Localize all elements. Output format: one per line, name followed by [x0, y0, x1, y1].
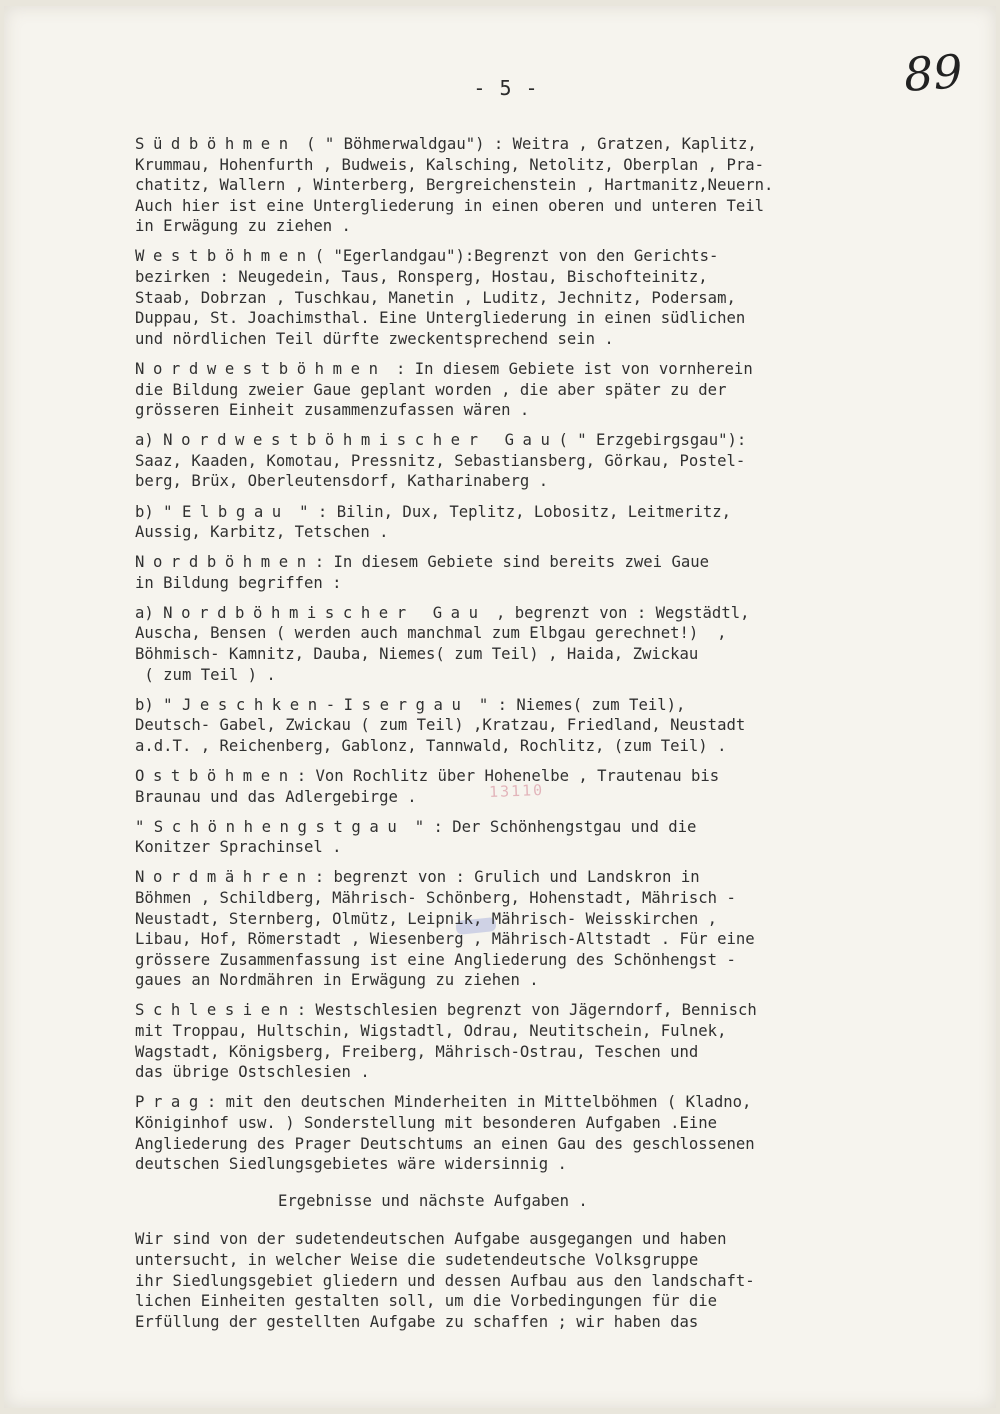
line-rest: ( " Erzgebirgsgau"): [558, 431, 747, 450]
region-name: Nordwestböhmen [135, 359, 387, 378]
region-name: Südböhmen [135, 135, 297, 153]
paragraph-ostboehmen [135, 766, 970, 807]
paragraph-schoenhengstgau [135, 817, 970, 858]
region-name: Nordböhmen [135, 553, 315, 572]
text-line [135, 766, 970, 787]
paragraph-prag [135, 1092, 970, 1174]
line-rest: , begrenzt von : Wegstädtl, [486, 603, 750, 622]
paragraph-nordmaehren [135, 867, 970, 991]
text-line: lichen Einheiten gestalten soll, um die Vorbedingungen für die [135, 1292, 718, 1311]
text-line [135, 430, 970, 451]
line-prefix: b) " [135, 695, 182, 714]
region-name: Nordböhmischer Gau [163, 603, 487, 622]
line-rest: : Von Rochlitz über Hohenelbe , Trautenau bis [296, 767, 720, 786]
text-line: Duppau, St. Joachimsthal. Eine Untergliederung in einen südlichen [135, 309, 746, 328]
paragraph-westboehmen [135, 246, 970, 349]
text-line [135, 359, 970, 380]
text-line: berg, Brüx, Oberleutensdorf, Katharinaberg . [135, 472, 549, 491]
text-line [135, 502, 970, 523]
text-line: in Erwägung zu ziehen . [135, 217, 351, 236]
region-name: Nordwestböhmischer Gau [163, 431, 559, 450]
text-line: Auch hier ist eine Untergliederung in einen oberen und unteren Teil [135, 196, 765, 215]
text-line: Konitzer Sprachinsel . [135, 838, 342, 857]
paragraph-suedboehmen [135, 134, 970, 237]
text-line: bezirken : Neugedein, Taus, Ronsperg, Hostau, Bischofteinitz, [135, 268, 708, 287]
text-line: Böhmen , Schildberg, Mährisch- Schönberg, Hohenstadt, Mährisch - [135, 889, 736, 907]
section-heading: Ergebnisse und nächste Aufgaben . [278, 1191, 588, 1210]
line-rest: ( " Böhmerwaldgau") : Weitra , Gratzen, Kaplitz, [296, 135, 757, 153]
page-number: - 5 - [473, 76, 539, 100]
line-rest: : In diesem Gebiete sind bereits zwei Gaue [314, 553, 709, 572]
line-prefix: b) " [135, 502, 182, 521]
region-name: Nordmähren [135, 868, 315, 887]
text-line: grössere Zusammenfassung ist eine Angliederung des Schönhengst - [135, 950, 736, 969]
text-line: gaues an Nordmähren in Erwägung zu ziehen . [135, 971, 539, 990]
text-line: Staab, Dobrzan , Tuschkau, Manetin , Luditz, Jechnitz, Podersam, [135, 288, 736, 307]
line-rest: " : Der Schönhengstgau und die [405, 817, 697, 836]
closing-paragraph [135, 1229, 970, 1332]
text-line: Krummau, Hohenfurth , Budweis, Kalsching, Netolitz, Oberplan , Pra- [135, 155, 765, 174]
text-line [135, 867, 970, 888]
text-line [135, 1092, 970, 1113]
text-line: a.d.T. , Reichenberg, Gablonz, Tannwald, Rochlitz, (zum Teil) . [135, 736, 727, 755]
text-line: Deutsch- Gabel, Zwickau ( zum Teil) ,Kratzau, Friedland, Neustadt [135, 716, 746, 735]
text-line: chatitz, Wallern , Winterberg, Bergreichenstein , Hartmanitz,Neuern. [135, 176, 774, 195]
text-line: deutschen Siedlungsgebietes wäre widersinnig . [135, 1155, 567, 1174]
paragraph-jeschken-isergau [135, 695, 970, 757]
region-paragraphs [135, 134, 970, 1175]
text-line: Böhmisch- Kamnitz, Dauba, Niemes( zum Teil) , Haida, Zwickau [135, 645, 699, 664]
document-body [135, 134, 970, 1342]
text-line: untersucht, in welcher Weise die sudetendeutsche Volksgruppe [135, 1250, 699, 1269]
line-rest: : mit den deutschen Minderheiten in Mittelböhmen ( Kladno, [206, 1093, 752, 1112]
text-line: Erfüllung der gestellten Aufgabe zu schaffen ; wir haben das [135, 1312, 699, 1331]
text-line [135, 1000, 970, 1021]
text-line: und nördlichen Teil dürfte zweckentsprechend sein . [135, 329, 614, 348]
line-rest: : Westschlesien begrenzt von Jägerndorf, Bennisch [296, 1001, 757, 1020]
text-line: grösseren Einheit zusammenzufassen wären . [135, 401, 530, 420]
text-line: Braunau und das Adlergebirge . [135, 787, 417, 806]
region-name: Jeschken-Isergau [181, 695, 470, 714]
region-name: Prag [135, 1093, 207, 1112]
line-rest: " : Bilin, Dux, Teplitz, Lobositz, Leitmeritz, [289, 502, 732, 521]
text-line: Libau, Hof, Römerstadt , Wiesenberg , Mährisch-Altstadt . Für eine [135, 930, 755, 949]
paragraph-schlesien [135, 1000, 970, 1082]
region-name: Schlesien [135, 1001, 297, 1020]
text-line: Aussig, Karbitz, Tetschen . [135, 523, 389, 542]
text-line: ihr Siedlungsgebiet gliedern und dessen Aufbau aus den landschaft- [135, 1271, 755, 1290]
region-name: Westböhmen [135, 247, 315, 266]
text-line [135, 695, 970, 716]
paragraph-nordboehmen [135, 552, 970, 593]
text-line: Auscha, Bensen ( werden auch manchmal zum Elbgau gerechnet!) , [135, 624, 727, 643]
line-prefix: a) [135, 603, 164, 622]
line-rest: ( "Egerlandgau"):Begrenzt von den Gerichts- [314, 247, 719, 266]
paragraph-elbgau [135, 502, 970, 543]
text-line: in Bildung begriffen : [135, 573, 342, 592]
text-line: Wagstadt, Königsberg, Freiberg, Mährisch-Ostrau, Teschen und [135, 1042, 699, 1061]
text-line [135, 246, 970, 267]
text-line: Neustadt, Sternberg, Olmütz, Leipnik, Mährisch- Weisskirchen , [135, 909, 718, 928]
region-name: Schönhengstgau [153, 817, 406, 836]
text-line: Angliederung des Prager Deutschtums an einen Gau des geschlossenen [135, 1134, 755, 1153]
text-line: das übrige Ostschlesien . [135, 1063, 370, 1082]
text-line [135, 134, 970, 155]
text-line: Wir sind von der sudetendeutschen Aufgabe ausgegangen und haben [135, 1230, 727, 1249]
region-name: Elbgau [181, 502, 290, 521]
text-line [135, 603, 970, 624]
text-line: ( zum Teil ) . [135, 665, 276, 684]
text-line [135, 552, 970, 573]
line-rest: : In diesem Gebiete ist von vornherein [386, 359, 753, 378]
line-prefix: a) [135, 431, 164, 450]
line-prefix: " [135, 817, 154, 836]
text-line: Saaz, Kaaden, Komotau, Pressnitz, Sebastiansberg, Görkau, Postel- [135, 451, 746, 470]
paragraph-nordwestboehmen [135, 359, 970, 421]
line-rest: : begrenzt von : Grulich und Landskron in [314, 868, 700, 887]
document-page [4, 6, 996, 1408]
paragraph-nordboehmischer-gau [135, 603, 970, 685]
paragraph-nordwestboehmischer-gau [135, 430, 970, 492]
text-line: die Bildung zweier Gaue geplant worden , die aber später zu der [135, 380, 727, 399]
region-name: Ostböhmen [135, 767, 297, 786]
line-rest: " : Niemes( zum Teil), [469, 695, 686, 714]
handwritten-folio-number: 89 [902, 44, 965, 102]
faded-stamp: 13110 [488, 781, 545, 801]
text-line: mit Troppau, Hultschin, Wigstadtl, Odrau, Neutitschein, Fulnek, [135, 1022, 727, 1041]
text-line [135, 817, 970, 838]
text-line: Königinhof usw. ) Sonderstellung mit besonderen Aufgaben .Eine [135, 1113, 718, 1132]
